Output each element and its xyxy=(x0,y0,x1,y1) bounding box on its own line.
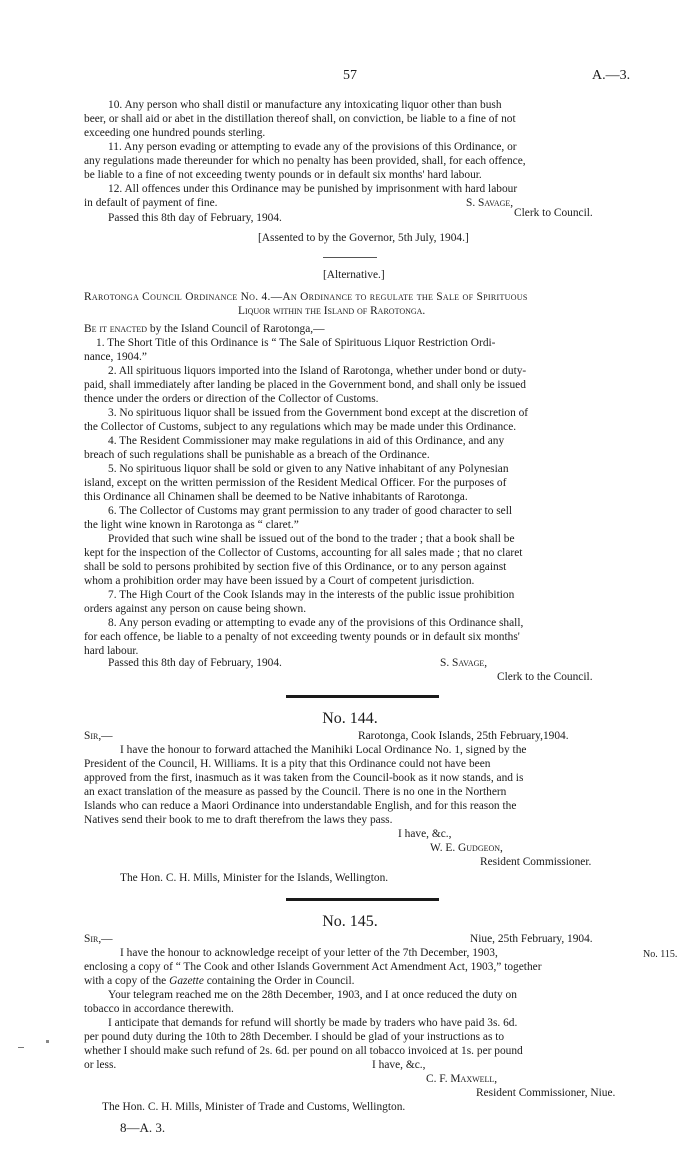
letter-144-line-1: I have the honour to forward attached the Manihiki Local Ordinance No. 1, signed by the xyxy=(120,744,527,756)
margin-reference: No. 115. xyxy=(643,949,678,960)
clause-5-line-2: island, except on the written permission of the Resident Medical Officer. For the purposes of xyxy=(84,477,507,489)
signer-title-144: Resident Commissioner. xyxy=(480,856,592,868)
clause-10-line-1: 10. Any person who shall distil or manufacture any intoxicating liquor other than bush xyxy=(108,99,502,111)
clause-7-line-2: orders against any person on cause being shown. xyxy=(84,603,307,615)
letter-145-line-3-pre: with a copy of the xyxy=(84,975,170,987)
letter-145-line-2: enclosing a copy of “ The Cook and other Islands Government Act Amendment Act, 1903,” together xyxy=(84,961,542,973)
clause-5-line-3: this Ordinance all Chinamen shall be deemed to be Native inhabitants of Rarotonga. xyxy=(84,491,468,503)
section-rule-145 xyxy=(286,898,439,901)
section-divider xyxy=(323,257,377,258)
page-number: 57 xyxy=(343,68,357,83)
signer-144: W. E. Gudgeon, xyxy=(430,842,503,854)
letter-145-line-6: I anticipate that demands for refund will shortly be made by traders who have paid 3s. 6d. xyxy=(108,1017,518,1029)
alternative-label: [Alternative.] xyxy=(323,269,385,281)
closing-144: I have, &c., xyxy=(398,828,452,840)
clause-11-line-2: any regulations made thereunder for which no penalty has been provided, shall, for each offence, xyxy=(84,155,526,167)
proviso-line-3: shall be sold to persons prohibited by section five of this Ordinance, or to any person against xyxy=(84,561,507,573)
clause-12-line-1: 12. All offences under this Ordinance may be punished by imprisonment with hard labour xyxy=(108,183,518,195)
closing-145: I have, &c., xyxy=(372,1059,426,1071)
enacting-clause xyxy=(84,323,325,336)
salutation-144: Sir,— xyxy=(84,730,113,742)
letter-145-line-3 xyxy=(84,975,354,988)
letter-145-line-4: Your telegram reached me on the 28th December, 1903, and I at once reduced the duty on xyxy=(108,989,517,1001)
signer-145: C. F. Maxwell, xyxy=(426,1073,498,1085)
signer-name: S. Savage, xyxy=(466,197,514,209)
proviso-line-1: Provided that such wine shall be issued out of the bond to the trader ; that a book shall be xyxy=(108,533,515,545)
clause-6-line-2: the light wine known in Rarotonga as “ claret.” xyxy=(84,519,299,531)
clause-5-line-1: 5. No spirituous liquor shall be sold or given to any Native inhabitant of any Polynesian xyxy=(108,463,509,475)
clause-7-line-1: 7. The High Court of the Cook Islands may in the interests of the public issue prohibition xyxy=(108,589,515,601)
letter-145-line-7: per pound duty during the 10th to 28th December. I should be glad of your instructions as to xyxy=(84,1031,505,1043)
clause-6-line-1: 6. The Collector of Customs may grant permission to any trader of good character to sell xyxy=(108,505,513,517)
letter-144-line-5: Islands who can reduce a Maori Ordinance into understandable English, and for this reason the xyxy=(84,800,517,812)
place-date-144: Rarotonga, Cook Islands, 25th February,1904. xyxy=(358,730,569,742)
ordinance-title-line-2: Liquor within the Island of Rarotonga. xyxy=(238,305,426,317)
letter-145-line-3-post: containing the Order in Council. xyxy=(203,975,355,987)
clause-4-line-1: 4. The Resident Commissioner may make regulations in aid of this Ordinance, and any xyxy=(108,435,505,447)
clause-8-line-2: for each offence, be liable to a penalty of not exceeding twenty pounds or in default six months' xyxy=(84,631,520,643)
passed-date-b: Passed this 8th day of February, 1904. xyxy=(108,657,282,669)
clause-3-line-1: 3. No spirituous liquor shall be issued from the Government bond except at the discretion of xyxy=(108,407,529,419)
clause-1-line-1: 1. The Short Title of this Ordinance is “ The Sale of Spirituous Liquor Restriction Ordi- xyxy=(96,337,496,349)
addressee-144: The Hon. C. H. Mills, Minister for the Islands, Wellington. xyxy=(120,872,389,884)
clause-4-line-2: breach of such regulations shall be punishable as a breach of the Ordinance. xyxy=(84,449,430,461)
letter-145-line-1: I have the honour to acknowledge receipt of your letter of the 7th December, 1903, xyxy=(120,947,498,959)
clause-2-line-3: thence under the orders or direction of the Collector of Customs. xyxy=(84,393,379,405)
signer-title: Clerk to Council. xyxy=(514,207,593,219)
clause-1-line-2: nance, 1904.” xyxy=(84,351,147,363)
section-rule-144 xyxy=(286,695,439,698)
gazette-word: Gazette xyxy=(169,975,204,987)
signer-title-b: Clerk to the Council. xyxy=(497,671,593,683)
enacting-rest: by the Island Council of Rarotonga,— xyxy=(147,323,325,335)
letter-144-line-4: an exact translation of the measure as passed by the Council. There is no one in the Northern xyxy=(84,786,507,798)
addressee-145: The Hon. C. H. Mills, Minister of Trade and Customs, Wellington. xyxy=(102,1101,406,1113)
clause-10-line-3: exceeding one hundred pounds sterling. xyxy=(84,127,266,139)
proviso-line-2: kept for the inspection of the Collector of Customs, accounting for all sales made ; that no claret xyxy=(84,547,523,559)
letter-144-line-2: President of the Council, H. Williams. It is a pity that this Ordinance could not have been xyxy=(84,758,491,770)
assent-note: [Assented to by the Governor, 5th July, 1904.] xyxy=(258,232,469,244)
clause-2-line-2: paid, shall immediately after landing be placed in the Government bond, and shall only be issued xyxy=(84,379,526,391)
series-number: A.—3. xyxy=(592,68,631,83)
clause-8-line-3: hard labour. xyxy=(84,645,139,657)
margin-speck xyxy=(18,1047,24,1048)
letter-145-line-5: tobacco in accordance therewith. xyxy=(84,1003,234,1015)
printer-signature: 8—A. 3. xyxy=(120,1120,166,1135)
letter-144-line-6: Natives send their book to me to draft therefrom the laws they pass. xyxy=(84,814,393,826)
margin-speck xyxy=(46,1040,49,1043)
letter-144-line-3: approved from the first, inasmuch as it was taken from the Council-book as it now stands, and is xyxy=(84,772,524,784)
proviso-line-4: whom a prohibition order may have been issued by a Court of competent jurisdiction. xyxy=(84,575,475,587)
letter-145-line-9: or less. xyxy=(84,1059,117,1071)
signer-title-145: Resident Commissioner, Niue. xyxy=(476,1087,616,1099)
clause-10-line-2: beer, or shall aid or abet in the distillation thereof shall, on conviction, be liable to a fine of not xyxy=(84,113,516,125)
place-date-145: Niue, 25th February, 1904. xyxy=(470,933,593,945)
clause-11-line-3: be liable to a fine of not exceeding twenty pounds or in default six months' hard labour. xyxy=(84,169,482,181)
letter-145-line-8: whether I should make such refund of 2s. 6d. per pound on all tobacco invoiced at 1s. per pound xyxy=(84,1045,523,1057)
signer-name-b: S. Savage, xyxy=(440,657,488,669)
clause-12-line-2: in default of payment of fine. xyxy=(84,197,218,209)
letter-heading-145: No. 145. xyxy=(322,913,378,930)
letter-heading-144: No. 144. xyxy=(322,710,378,727)
passed-date: Passed this 8th day of February, 1904. xyxy=(108,212,282,224)
clause-3-line-2: the Collector of Customs, subject to any regulations which may be made under this Ordinance. xyxy=(84,421,517,433)
ordinance-title-line-1: Rarotonga Council Ordinance No. 4.—An Ordinance to regulate the Sale of Spirituous xyxy=(84,291,528,303)
salutation-145: Sir,— xyxy=(84,933,113,945)
enacting-words: Be it enacted xyxy=(84,323,148,335)
clause-8-line-1: 8. Any person evading or attempting to evade any of the provisions of this Ordinance shall, xyxy=(108,617,524,629)
clause-2-line-1: 2. All spirituous liquors imported into the Island of Rarotonga, whether under bond or duty- xyxy=(108,365,527,377)
clause-11-line-1: 11. Any person evading or attempting to evade any of the provisions of this Ordinance, or xyxy=(108,141,517,153)
